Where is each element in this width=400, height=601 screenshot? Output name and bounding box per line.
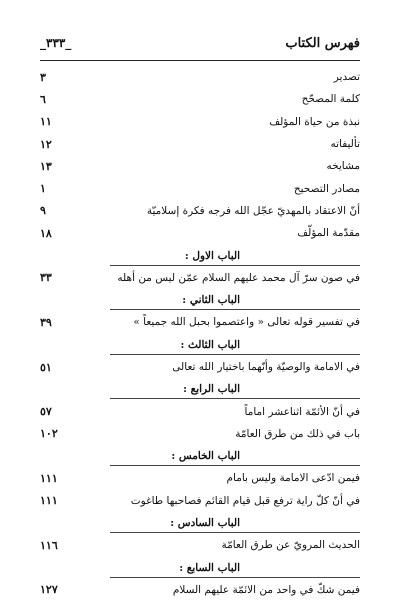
chapter-heading-row [40, 557, 360, 579]
chapter-heading-row [40, 445, 360, 467]
entry-page-number: ١١ [40, 115, 52, 129]
entry-title: في صون سرّ آل محمد عليهم السلام عمّن ليس من أهله [117, 271, 360, 284]
entry-page-number: ٩ [40, 204, 46, 218]
entry-page-number: ٥١ [40, 360, 52, 374]
entry-page-number: ١٢ [40, 137, 52, 151]
chapter-heading: الباب الخامس : [171, 450, 240, 463]
index-entry-row [40, 267, 360, 289]
index-entry-row [40, 311, 360, 333]
index-entry-row [40, 200, 360, 222]
chapter-heading-row [40, 378, 360, 400]
index-entry-row [40, 423, 360, 445]
entry-title: تأليفاته [330, 138, 360, 151]
entry-page-number: ٣٩ [40, 315, 52, 329]
entry-title: فيمن ادّعى الامامة وليس بامام [226, 472, 360, 485]
header-rule [40, 60, 360, 61]
entry-title: في أنّ كلّ راية ترفع قبل قيام القائم فصاحبها طاغوت [130, 494, 360, 507]
chapter-heading: الباب الرابع : [183, 383, 240, 396]
index-entry-row [40, 111, 360, 133]
chapter-heading: الباب السادس : [170, 517, 240, 530]
entry-page-number: ٣ [40, 70, 46, 84]
index-list [40, 66, 360, 601]
chapter-heading: الباب الثالث : [180, 338, 240, 351]
entry-page-number: ١١١ [40, 471, 58, 485]
index-entry-row [40, 88, 360, 110]
page-header [40, 34, 360, 52]
entry-title: في تفسير قوله تعالى « واعتصموا بحبل الله جميعاً » [133, 316, 360, 329]
chapter-heading: الباب الثاني : [182, 294, 240, 307]
entry-title: نبذة من حياة المؤلف [269, 115, 360, 128]
entry-page-number: ١٨ [40, 226, 52, 240]
entry-page-number: ٥٧ [40, 405, 52, 419]
index-entry-row [40, 177, 360, 199]
chapter-heading-row [40, 512, 360, 534]
chapter-heading-row [40, 244, 360, 266]
index-entry-row [40, 400, 360, 422]
index-entry-row [40, 155, 360, 177]
header-title: فهرس الكتاب [285, 35, 360, 51]
header-page-number: _٣٣٣_ [40, 36, 72, 50]
entry-page-number: ١ [40, 182, 46, 196]
entry-title: تصدير [333, 71, 360, 84]
entry-title: فيمن شكّ في واحد من الائمّة عليهم السلام [172, 583, 360, 596]
index-entry-row [40, 579, 360, 601]
entry-title: أنّ الاعتقاد بالمهديّ عجّل الله فرجه فكرة إسلاميّة [146, 204, 360, 217]
index-entry-row [40, 467, 360, 489]
entry-page-number: ١١٦ [40, 538, 58, 552]
chapter-heading-row [40, 289, 360, 311]
index-entry-row [40, 356, 360, 378]
chapter-heading: الباب السابع : [179, 561, 240, 574]
index-entry-row [40, 534, 360, 556]
entry-title: باب في ذلك من طرق العامّة [235, 427, 360, 440]
entry-title: في أنّ الأئمّة اثناعشر اماماً [244, 405, 360, 418]
index-entry-row [40, 490, 360, 512]
entry-page-number: ١٠٢ [40, 427, 58, 441]
index-entry-row [40, 222, 360, 244]
chapter-heading: الباب الاول : [184, 249, 240, 262]
entry-page-number: ٦ [40, 92, 46, 106]
entry-title: مقدّمة المؤلّف [297, 227, 360, 240]
entry-title: في الامامة والوصيّة وأنّهما باختيار الله تعالى [172, 361, 360, 373]
entry-page-number: ١٣ [40, 159, 52, 173]
entry-page-number: ١٢٧ [40, 583, 58, 597]
index-entry-row [40, 66, 360, 88]
entry-title: مشايخه [326, 160, 360, 173]
index-entry-row [40, 133, 360, 155]
entry-page-number: ٣٣ [40, 271, 52, 285]
entry-page-number: ١١١ [40, 494, 58, 508]
entry-title: كلمة المصحّح [301, 93, 360, 106]
entry-title: مصادر التصحيح [293, 182, 360, 195]
entry-title: الحديث المرويّ عن طرق العامّة [221, 539, 360, 552]
chapter-heading-row [40, 334, 360, 356]
